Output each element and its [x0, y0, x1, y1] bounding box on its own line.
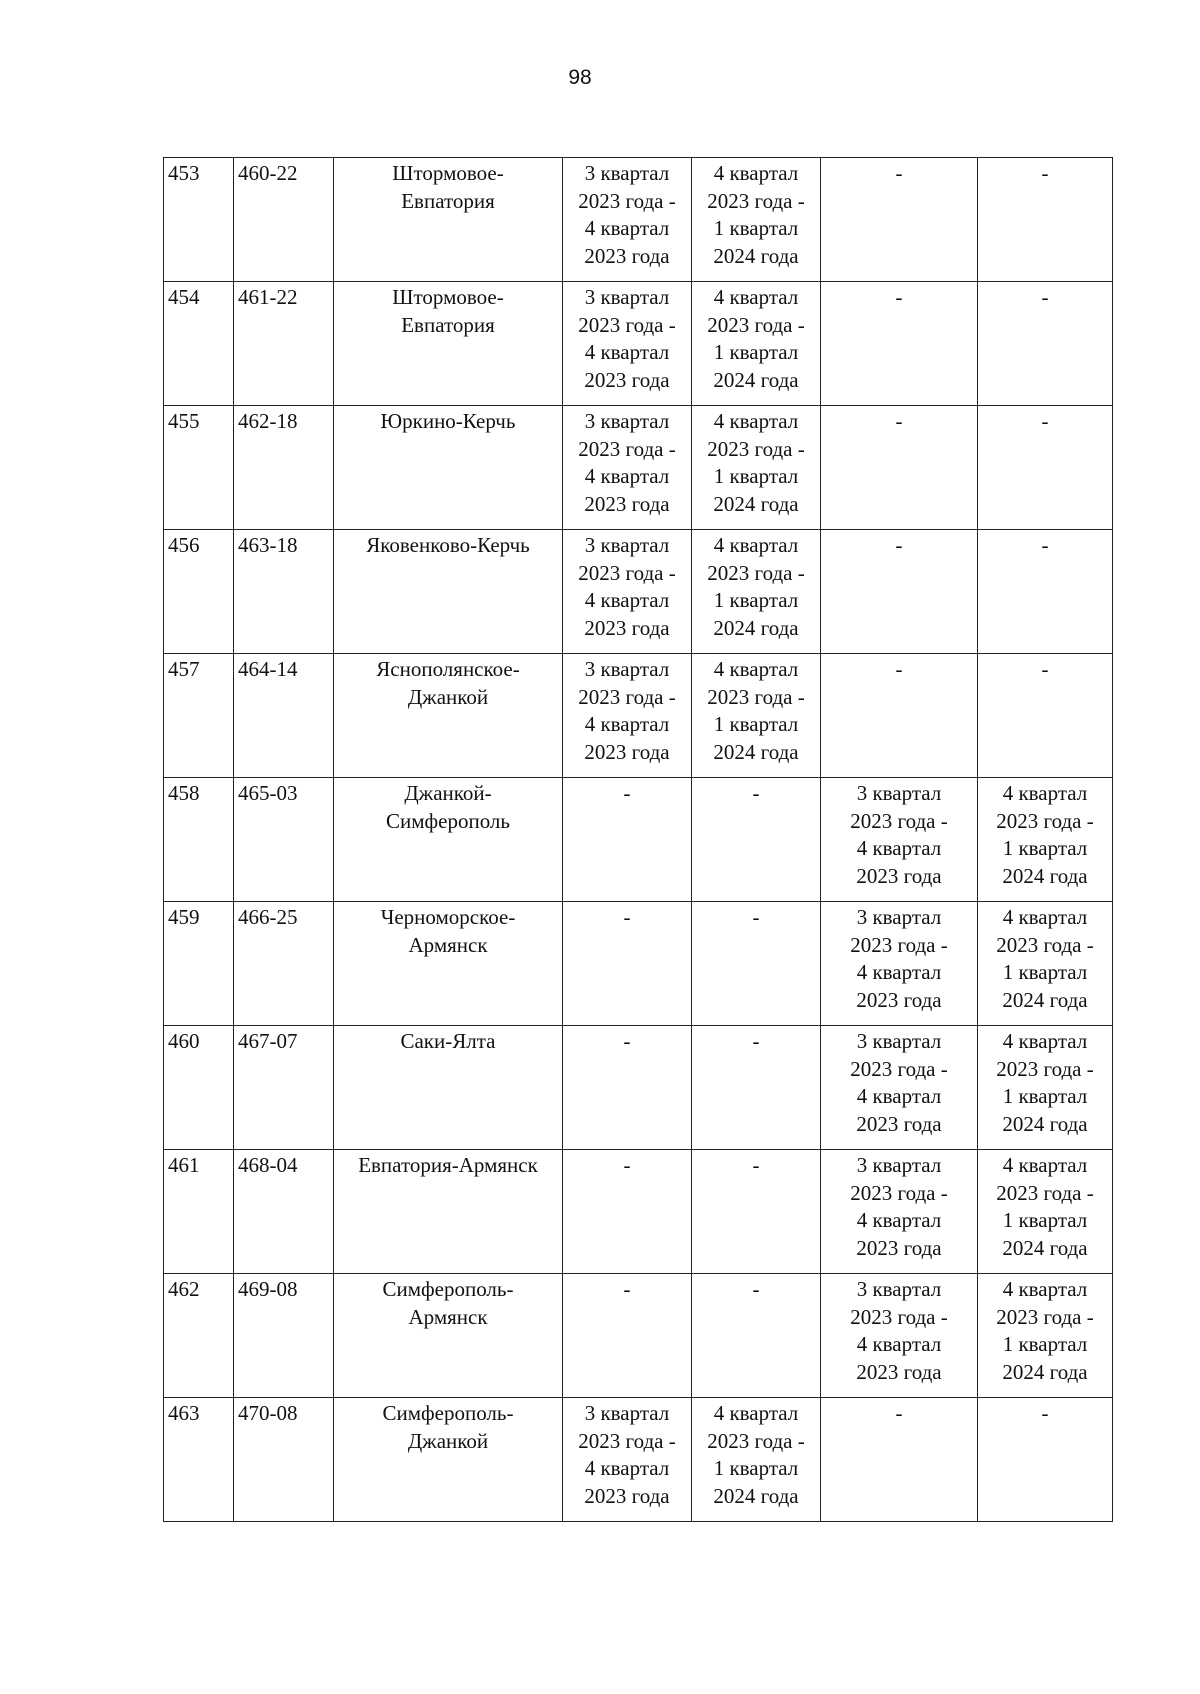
cell-text-line: Симферополь — [386, 808, 510, 833]
cell-text-line: - — [895, 657, 903, 681]
table-row — [164, 1150, 1113, 1274]
cell-text-line: - — [623, 905, 631, 929]
period-2-cell — [692, 282, 821, 406]
cell-text-line: 4 квартал — [856, 836, 942, 860]
cell-text: 465-03 — [238, 781, 298, 805]
period-1-cell — [563, 1274, 692, 1398]
route-name-cell — [334, 654, 563, 778]
route-name-cell — [334, 1398, 563, 1522]
table-row — [164, 778, 1113, 902]
route-code-cell — [234, 406, 334, 530]
row-number-cell — [164, 1398, 234, 1522]
cell-text-line: 2023 года - — [578, 684, 676, 709]
route-code-cell — [234, 778, 334, 902]
cell-text: 468-04 — [238, 1153, 298, 1177]
cell-text-line: 2023 года - — [707, 436, 805, 461]
cell-text-line: - — [1041, 285, 1049, 309]
route-code-cell — [234, 654, 334, 778]
cell-text-line: 4 квартал — [713, 533, 799, 557]
cell-text-line: 3 квартал — [584, 657, 670, 681]
cell-text-line: 2023 года — [584, 243, 670, 268]
cell-text-line: 3 квартал — [584, 285, 670, 309]
cell-text-line: 2023 года - — [578, 312, 676, 337]
cell-text-line: - — [1041, 533, 1049, 557]
route-name-cell — [334, 530, 563, 654]
route-name-cell — [334, 778, 563, 902]
cell-text-line: 2024 года — [713, 243, 799, 268]
period-1-cell — [563, 1026, 692, 1150]
schedule-table-body — [164, 158, 1113, 1522]
period-4-cell — [978, 158, 1113, 282]
route-code-cell — [234, 1026, 334, 1150]
cell-text-line: 2023 года - — [850, 1304, 948, 1329]
route-code-cell — [234, 1274, 334, 1398]
row-number-cell — [164, 902, 234, 1026]
period-2-cell — [692, 530, 821, 654]
cell-text-line: 3 квартал — [584, 409, 670, 433]
cell-text-line: 1 квартал — [1002, 1208, 1088, 1232]
cell-text: 469-08 — [238, 1277, 298, 1301]
cell-text-line: 2024 года — [1002, 1359, 1088, 1384]
cell-text: 455 — [168, 409, 200, 433]
period-2-cell — [692, 1274, 821, 1398]
cell-text-line: 4 квартал — [713, 1401, 799, 1425]
cell-text: 457 — [168, 657, 200, 681]
cell-text-line: 2024 года — [713, 1483, 799, 1508]
cell-text-line: 1 квартал — [1002, 1084, 1088, 1108]
period-2-cell — [692, 654, 821, 778]
table-row — [164, 654, 1113, 778]
period-3-cell — [821, 1150, 978, 1274]
period-3-cell — [821, 902, 978, 1026]
cell-text-line: 2023 года — [856, 863, 942, 888]
cell-text-line: 2023 года - — [996, 1180, 1094, 1205]
cell-text-line: 2024 года — [1002, 863, 1088, 888]
cell-text-line: 2024 года — [713, 615, 799, 640]
period-1-cell — [563, 1398, 692, 1522]
cell-text-line: Евпатория — [401, 188, 495, 213]
cell-text: 470-08 — [238, 1401, 298, 1425]
cell-text-line: 1 квартал — [713, 216, 799, 240]
cell-text-line: 2024 года — [713, 367, 799, 392]
table-row — [164, 406, 1113, 530]
cell-text-line: Юркино-Керчь — [380, 409, 516, 433]
cell-text-line: 2023 года — [856, 1235, 942, 1260]
schedule-table — [163, 157, 1113, 1522]
cell-text-line: - — [1041, 1401, 1049, 1425]
cell-text-line: - — [895, 533, 903, 557]
cell-text-line: 1 квартал — [713, 588, 799, 612]
table-row — [164, 902, 1113, 1026]
period-1-cell — [563, 654, 692, 778]
cell-text-line: Штормовое- — [392, 161, 504, 185]
cell-text-line: - — [895, 1401, 903, 1425]
cell-text-line: 4 квартал — [584, 216, 670, 240]
cell-text-line: 4 квартал — [1002, 1277, 1088, 1301]
cell-text-line: Яснополянское- — [376, 657, 520, 681]
period-2-cell — [692, 1398, 821, 1522]
cell-text: 461-22 — [238, 285, 298, 309]
period-3-cell — [821, 406, 978, 530]
cell-text-line: 4 квартал — [584, 340, 670, 364]
period-1-cell — [563, 406, 692, 530]
cell-text-line: - — [623, 1029, 631, 1053]
cell-text: 463 — [168, 1401, 200, 1425]
cell-text-line: 4 квартал — [1002, 1029, 1088, 1053]
cell-text-line: 1 квартал — [713, 712, 799, 736]
cell-text-line: - — [623, 1153, 631, 1177]
period-4-cell — [978, 1274, 1113, 1398]
cell-text-line: Армянск — [408, 932, 488, 957]
route-name-cell — [334, 1150, 563, 1274]
cell-text-line: 2023 года - — [996, 1304, 1094, 1329]
cell-text-line: 1 квартал — [713, 464, 799, 488]
cell-text-line: - — [752, 1153, 760, 1177]
cell-text-line: Армянск — [408, 1304, 488, 1329]
period-4-cell — [978, 654, 1113, 778]
period-2-cell — [692, 1026, 821, 1150]
row-number-cell — [164, 1026, 234, 1150]
period-3-cell — [821, 778, 978, 902]
period-3-cell — [821, 1398, 978, 1522]
cell-text-line: 1 квартал — [713, 1456, 799, 1480]
cell-text-line: 3 квартал — [856, 1153, 942, 1177]
cell-text-line: 2023 года — [584, 739, 670, 764]
cell-text-line: 1 квартал — [713, 340, 799, 364]
row-number-cell — [164, 1150, 234, 1274]
cell-text-line: 4 квартал — [584, 712, 670, 736]
period-1-cell — [563, 902, 692, 1026]
row-number-cell — [164, 406, 234, 530]
route-name-cell — [334, 282, 563, 406]
cell-text: 464-14 — [238, 657, 298, 681]
cell-text-line: 2023 года — [584, 1483, 670, 1508]
period-4-cell — [978, 1398, 1113, 1522]
cell-text-line: - — [752, 905, 760, 929]
cell-text-line: 4 квартал — [1002, 781, 1088, 805]
cell-text-line: - — [1041, 657, 1049, 681]
cell-text: 460-22 — [238, 161, 298, 185]
route-code-cell — [234, 530, 334, 654]
cell-text-line: 2023 года - — [996, 932, 1094, 957]
cell-text-line: 4 квартал — [584, 464, 670, 488]
cell-text: 467-07 — [238, 1029, 298, 1053]
cell-text-line: 2024 года — [1002, 1235, 1088, 1260]
cell-text-line: 2023 года - — [707, 1428, 805, 1453]
cell-text-line: 3 квартал — [584, 161, 670, 185]
row-number-cell — [164, 282, 234, 406]
cell-text-line: 2023 года - — [850, 1180, 948, 1205]
cell-text-line: 2024 года — [713, 491, 799, 516]
cell-text-line: Джанкой — [407, 1428, 489, 1453]
cell-text-line: - — [895, 161, 903, 185]
cell-text-line: 4 квартал — [584, 1456, 670, 1480]
cell-text-line: 1 квартал — [1002, 960, 1088, 984]
cell-text-line: 3 квартал — [856, 1277, 942, 1301]
cell-text-line: 3 квартал — [856, 905, 942, 929]
table-row — [164, 158, 1113, 282]
cell-text-line: 4 квартал — [713, 657, 799, 681]
route-name-cell — [334, 1026, 563, 1150]
table-row — [164, 1026, 1113, 1150]
cell-text: 466-25 — [238, 905, 298, 929]
cell-text-line: 1 квартал — [1002, 1332, 1088, 1356]
cell-text-line: 2023 года - — [996, 1056, 1094, 1081]
cell-text-line: 2023 года - — [578, 436, 676, 461]
period-4-cell — [978, 530, 1113, 654]
cell-text-line: - — [623, 1277, 631, 1301]
period-3-cell — [821, 282, 978, 406]
cell-text-line: 2023 года - — [707, 684, 805, 709]
cell-text-line: - — [623, 781, 631, 805]
route-code-cell — [234, 1398, 334, 1522]
cell-text: 454 — [168, 285, 200, 309]
cell-text-line: 2023 года - — [850, 932, 948, 957]
cell-text-line: 4 квартал — [856, 1208, 942, 1232]
period-4-cell — [978, 1026, 1113, 1150]
cell-text-line: 3 квартал — [856, 1029, 942, 1053]
period-1-cell — [563, 778, 692, 902]
row-number-cell — [164, 530, 234, 654]
cell-text: 456 — [168, 533, 200, 557]
route-code-cell — [234, 282, 334, 406]
table-row — [164, 530, 1113, 654]
cell-text-line: 2023 года — [856, 987, 942, 1012]
period-3-cell — [821, 530, 978, 654]
row-number-cell — [164, 778, 234, 902]
cell-text-line: 2023 года — [856, 1359, 942, 1384]
cell-text: 463-18 — [238, 533, 298, 557]
cell-text-line: 4 квартал — [1002, 905, 1088, 929]
route-name-cell — [334, 1274, 563, 1398]
cell-text-line: 3 квартал — [584, 1401, 670, 1425]
period-1-cell — [563, 158, 692, 282]
period-2-cell — [692, 902, 821, 1026]
cell-text-line: Симферополь- — [382, 1277, 514, 1301]
page-number: 98 — [568, 66, 592, 89]
cell-text-line: 4 квартал — [713, 409, 799, 433]
route-code-cell — [234, 1150, 334, 1274]
cell-text-line: - — [752, 1029, 760, 1053]
cell-text-line: 4 квартал — [856, 960, 942, 984]
cell-text-line: - — [752, 781, 760, 805]
period-2-cell — [692, 778, 821, 902]
period-1-cell — [563, 282, 692, 406]
cell-text-line: 2023 года - — [578, 188, 676, 213]
cell-text-line: - — [1041, 409, 1049, 433]
period-2-cell — [692, 1150, 821, 1274]
cell-text-line: 2023 года — [584, 615, 670, 640]
cell-text-line: Евпатория — [401, 312, 495, 337]
period-2-cell — [692, 406, 821, 530]
cell-text-line: 2023 года - — [996, 808, 1094, 833]
cell-text-line: 2023 года - — [578, 560, 676, 585]
period-4-cell — [978, 778, 1113, 902]
period-1-cell — [563, 530, 692, 654]
table-row — [164, 1398, 1113, 1522]
row-number-cell — [164, 158, 234, 282]
cell-text-line: 2024 года — [1002, 987, 1088, 1012]
cell-text-line: 2024 года — [713, 739, 799, 764]
cell-text-line: 2023 года - — [850, 1056, 948, 1081]
cell-text-line: 2023 года — [856, 1111, 942, 1136]
cell-text-line: 2023 года - — [707, 560, 805, 585]
cell-text-line: 3 квартал — [856, 781, 942, 805]
cell-text-line: 2023 года - — [578, 1428, 676, 1453]
row-number-cell — [164, 654, 234, 778]
cell-text-line: 3 квартал — [584, 533, 670, 557]
period-3-cell — [821, 1274, 978, 1398]
cell-text-line: 4 квартал — [713, 161, 799, 185]
cell-text-line: 2023 года — [584, 491, 670, 516]
cell-text-line: 1 квартал — [1002, 836, 1088, 860]
cell-text: 453 — [168, 161, 200, 185]
cell-text-line: Симферополь- — [382, 1401, 514, 1425]
route-code-cell — [234, 158, 334, 282]
cell-text: 462-18 — [238, 409, 298, 433]
cell-text-line: 4 квартал — [856, 1084, 942, 1108]
period-2-cell — [692, 158, 821, 282]
cell-text-line: - — [895, 409, 903, 433]
cell-text-line: 4 квартал — [713, 285, 799, 309]
period-4-cell — [978, 1150, 1113, 1274]
cell-text-line: Черноморское- — [380, 905, 516, 929]
cell-text-line: Джанкой- — [404, 781, 492, 805]
cell-text-line: 4 квартал — [856, 1332, 942, 1356]
cell-text-line: 2024 года — [1002, 1111, 1088, 1136]
cell-text: 462 — [168, 1277, 200, 1301]
route-name-cell — [334, 406, 563, 530]
period-4-cell — [978, 406, 1113, 530]
period-3-cell — [821, 158, 978, 282]
cell-text-line: 2023 года - — [707, 188, 805, 213]
cell-text-line: Джанкой — [407, 684, 489, 709]
period-4-cell — [978, 282, 1113, 406]
route-name-cell — [334, 902, 563, 1026]
period-3-cell — [821, 1026, 978, 1150]
cell-text-line: - — [1041, 161, 1049, 185]
cell-text-line: Яковенково-Керчь — [366, 533, 530, 557]
route-name-cell — [334, 158, 563, 282]
cell-text-line: 2023 года - — [707, 312, 805, 337]
route-code-cell — [234, 902, 334, 1026]
table-row — [164, 1274, 1113, 1398]
cell-text: 459 — [168, 905, 200, 929]
cell-text: 458 — [168, 781, 200, 805]
period-3-cell — [821, 654, 978, 778]
cell-text-line: 4 квартал — [584, 588, 670, 612]
cell-text-line: 2023 года - — [850, 808, 948, 833]
cell-text-line: Саки-Ялта — [400, 1029, 496, 1053]
cell-text: 460 — [168, 1029, 200, 1053]
cell-text-line: Штормовое- — [392, 285, 504, 309]
row-number-cell — [164, 1274, 234, 1398]
period-1-cell — [563, 1150, 692, 1274]
cell-text-line: 2023 года — [584, 367, 670, 392]
period-4-cell — [978, 902, 1113, 1026]
cell-text-line: 4 квартал — [1002, 1153, 1088, 1177]
cell-text: 461 — [168, 1153, 200, 1177]
cell-text-line: Евпатория-Армянск — [358, 1153, 538, 1177]
cell-text-line: - — [752, 1277, 760, 1301]
table-row — [164, 282, 1113, 406]
cell-text-line: - — [895, 285, 903, 309]
